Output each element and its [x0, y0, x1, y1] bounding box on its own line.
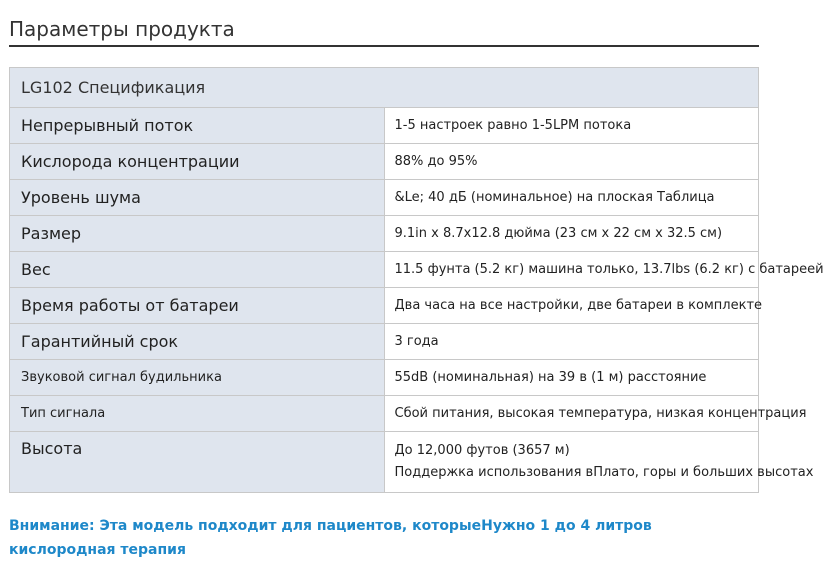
table-header: LG102 Спецификация	[10, 68, 759, 108]
spec-label: Кислорода концентрации	[10, 144, 385, 180]
title-divider	[9, 45, 759, 47]
table-row	[10, 252, 759, 288]
table-row	[10, 180, 759, 216]
spec-value: Сбой питания, высокая температура, низкая концентрация	[384, 396, 759, 432]
spec-value-line: До 12,000 футов (3657 м)	[394, 443, 570, 458]
spec-value: 11.5 фунта (5.2 кг) машина только, 13.7lbs (6.2 кг) с батареей	[384, 252, 759, 288]
spec-label: Непрерывный поток	[10, 108, 385, 144]
spec-value: 3 года	[384, 324, 759, 360]
spec-label: Вес	[10, 252, 385, 288]
table-row	[10, 108, 759, 144]
spec-value	[384, 432, 814, 493]
spec-value: 1-5 настроек равно 1-5LPM потока	[384, 108, 759, 144]
spec-value: Два часа на все настройки, две батареи в комплекте	[384, 288, 759, 324]
spec-label: Размер	[10, 216, 385, 252]
table-row	[10, 324, 759, 360]
page-title: Параметры продукта	[9, 17, 235, 41]
table-row	[10, 144, 759, 180]
spec-label: Время работы от батареи	[10, 288, 385, 324]
table-header-row	[10, 68, 759, 108]
spec-label: Тип сигнала	[10, 396, 385, 432]
table-row	[10, 396, 759, 432]
spec-value: 88% до 95%	[384, 144, 759, 180]
spec-value: 55dB (номинальная) на 39 в (1 м) расстояние	[384, 360, 759, 396]
table-row	[10, 360, 759, 396]
table-row	[10, 216, 759, 252]
spec-label: Звуковой сигнал будильника	[10, 360, 385, 396]
spec-label: Высота	[10, 432, 385, 493]
table-row	[10, 432, 759, 493]
spec-value-line: Поддержка использования вПлато, горы и больших высотах	[394, 465, 814, 480]
specification-table	[9, 67, 824, 493]
spec-value: 9.1in x 8.7x12.8 дюйма (23 см x 22 см x 32.5 см)	[384, 216, 759, 252]
spec-value: &Le; 40 дБ (номинальное) на плоская Таблица	[384, 180, 759, 216]
spec-label: Гарантийный срок	[10, 324, 385, 360]
table-row	[10, 288, 759, 324]
spec-label: Уровень шума	[10, 180, 385, 216]
notice-text: Внимание: Эта модель подходит для пациентов, которыеНужно 1 до 4 литров кислородная терапия	[9, 518, 652, 558]
